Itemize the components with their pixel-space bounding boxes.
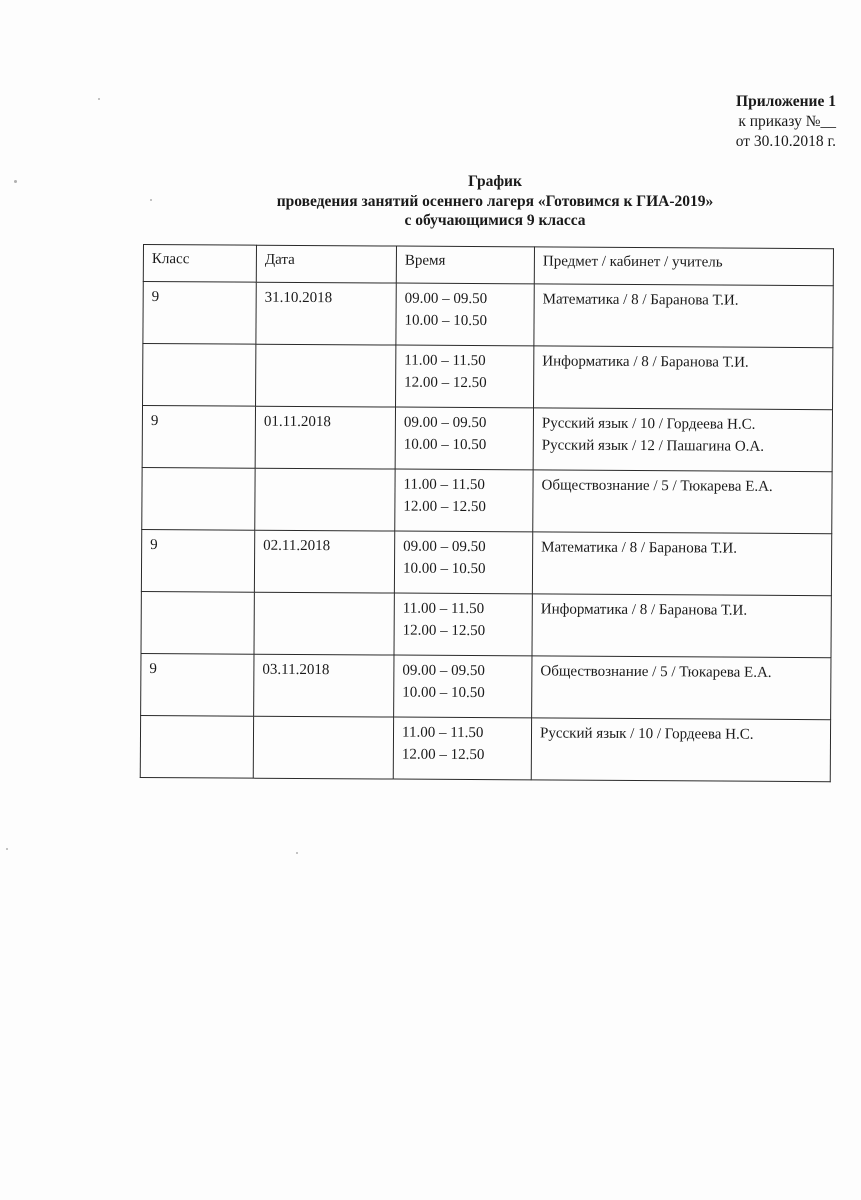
cell-subject-text: Обществознание / 5 / Тюкарева Е.А. — [540, 663, 772, 681]
cell-date-text: 03.11.2018 — [262, 661, 330, 679]
cell-date-text — [264, 349, 389, 350]
cell-time-text: 09.00 – 09.50 — [403, 414, 487, 432]
cell-class-text — [151, 348, 249, 349]
cell-subject — [532, 532, 831, 596]
cell-subject — [533, 408, 832, 472]
table-row — [143, 282, 833, 348]
table-row — [142, 406, 832, 472]
cell-time-text: 11.00 – 11.50 — [404, 352, 486, 370]
cell-time-text: 11.00 – 11.50 — [402, 600, 485, 618]
cell-time — [394, 655, 532, 718]
cell-subject-text: Русский язык / 10 / Гордеева Н.С. — [539, 725, 754, 743]
cell-time-text: 12.00 – 12.50 — [404, 374, 487, 392]
cell-subject-text: Русский язык / 10 / Гордеева Н.С. — [541, 415, 756, 433]
cell-date-text — [263, 597, 388, 598]
cell-subject — [534, 346, 833, 410]
table-row — [141, 529, 831, 595]
appendix-order-ref: к приказу №__ — [738, 113, 836, 130]
cell-time-text: 11.00 – 11.50 — [403, 476, 485, 494]
scan-speck — [296, 852, 298, 854]
cell-time-text: 12.00 – 12.50 — [401, 746, 485, 764]
cell-class — [141, 653, 254, 716]
cell-class-text — [149, 720, 247, 721]
title-line-2: проведения занятий осеннего лагеря «Готовимся к ГИА-2019» — [276, 192, 714, 210]
cell-subject — [531, 718, 830, 782]
cell-class — [142, 406, 255, 469]
cell-date — [255, 406, 395, 469]
cell-time-text: 12.00 – 12.50 — [402, 622, 486, 640]
cell-time — [395, 407, 533, 470]
cell-subject-text: Математика / 8 / Баранова Т.И. — [542, 291, 739, 309]
cell-time-text: 10.00 – 10.50 — [403, 436, 487, 454]
table-body — [140, 282, 833, 782]
cell-subject — [534, 284, 833, 348]
cell-time-text: 10.00 – 10.50 — [404, 312, 488, 330]
cell-class-text: 9 — [151, 289, 160, 306]
cell-date — [255, 468, 395, 531]
table-row — [142, 467, 832, 533]
cell-date-text: 31.10.2018 — [264, 289, 333, 307]
cell-time — [394, 531, 532, 594]
cell-subject-text: Информатика / 8 / Баранова Т.И. — [542, 353, 749, 371]
title-line-3: с обучающимися 9 класса — [404, 212, 586, 229]
cell-date — [254, 592, 394, 655]
scan-speck — [14, 180, 17, 183]
cell-class-text: 9 — [150, 537, 158, 554]
cell-subject — [532, 594, 831, 658]
header-time: Время — [396, 246, 534, 284]
header-subject: Предмет / кабинет / учитель — [534, 247, 833, 286]
cell-time-text: 12.00 – 12.50 — [403, 498, 486, 516]
cell-class-text — [151, 472, 249, 473]
title-line-1: График — [468, 173, 522, 190]
cell-class — [143, 344, 256, 407]
cell-class — [141, 529, 254, 592]
cell-subject-text: Русский язык / 12 / Пашагина О.А. — [541, 437, 765, 455]
cell-time — [395, 469, 533, 532]
cell-time — [393, 717, 531, 780]
cell-date-text: 02.11.2018 — [263, 537, 331, 555]
header-date: Дата — [256, 245, 396, 283]
schedule-table-wrapper — [140, 244, 833, 782]
cell-date-text — [264, 473, 389, 474]
cell-time-text: 11.00 – 11.50 — [401, 724, 484, 742]
cell-class-text: 9 — [149, 661, 157, 678]
cell-subject-text: Информатика / 8 / Баранова Т.И. — [540, 601, 748, 619]
cell-date — [256, 282, 396, 345]
cell-date-text — [262, 721, 387, 722]
cell-class-text — [150, 596, 248, 597]
cell-time — [396, 283, 534, 346]
table-row — [141, 653, 831, 719]
cell-class — [141, 591, 254, 654]
table-row — [143, 344, 833, 410]
cell-time — [396, 345, 534, 408]
appendix-date: от 30.10.2018 г. — [735, 133, 836, 150]
cell-subject-text: Обществознание / 5 / Тюкарева Е.А. — [541, 477, 773, 495]
scan-speck — [6, 848, 8, 850]
cell-class — [142, 467, 255, 530]
cell-date-text: 01.11.2018 — [263, 413, 331, 431]
appendix-title: Приложение 1 — [736, 93, 836, 110]
cell-date — [256, 344, 396, 407]
table-header-row — [143, 245, 833, 286]
cell-class-text: 9 — [150, 413, 159, 430]
cell-time-text: 09.00 – 09.50 — [404, 290, 488, 308]
cell-time-text: 10.00 – 10.50 — [402, 560, 486, 578]
header-class: Класс — [143, 245, 256, 283]
scan-speck — [98, 98, 100, 100]
cell-subject — [532, 656, 831, 720]
cell-date — [254, 530, 394, 593]
cell-time-text: 09.00 – 09.50 — [402, 662, 485, 680]
cell-class — [140, 715, 253, 778]
table-row — [141, 591, 831, 657]
cell-time — [394, 593, 532, 656]
table-row — [140, 715, 830, 781]
appendix-reference — [736, 92, 836, 152]
cell-time-text: 10.00 – 10.50 — [402, 684, 485, 702]
schedule-table — [140, 244, 834, 782]
cell-date — [253, 716, 393, 779]
document-title — [150, 172, 840, 231]
cell-date — [254, 654, 394, 717]
cell-subject — [533, 470, 832, 534]
cell-class — [143, 282, 256, 345]
cell-subject-text: Математика / 8 / Баранова Т.И. — [541, 539, 738, 557]
cell-time-text: 09.00 – 09.50 — [403, 538, 486, 556]
